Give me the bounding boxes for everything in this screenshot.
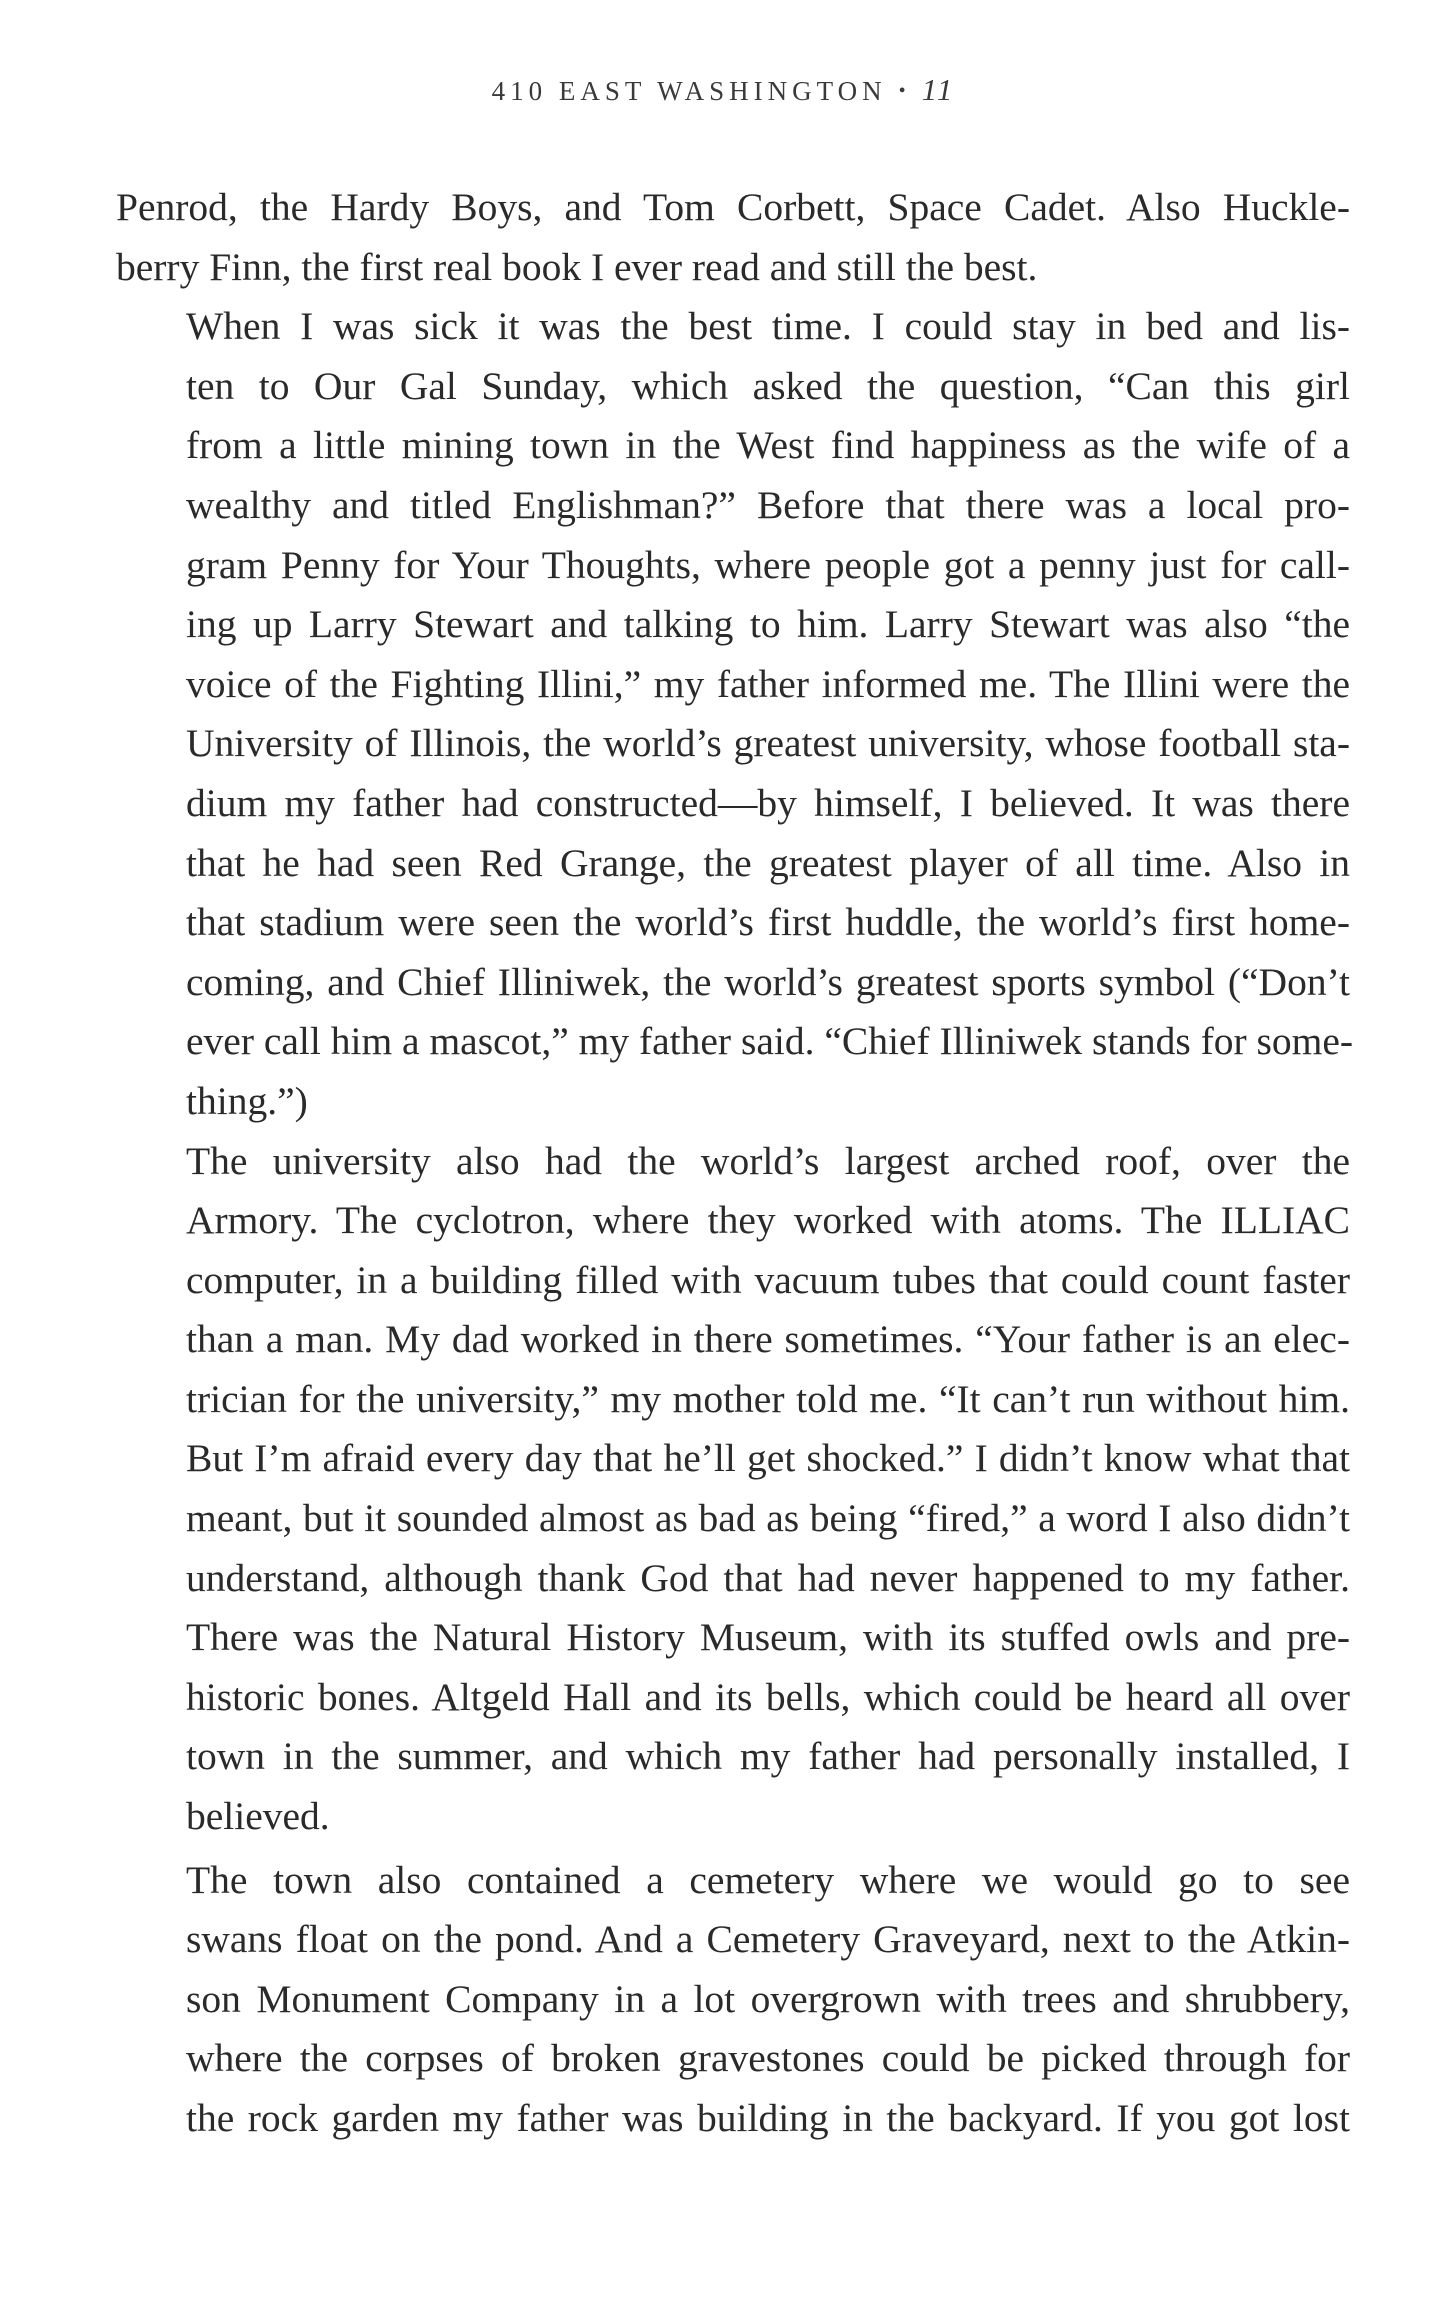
text-line: historic bones. Altgeld Hall and its bells, which could be heard all over [186, 1674, 1350, 1719]
text-line: trician for the university,” my mother told me. “It can’t run without him. [186, 1376, 1350, 1421]
text-line: dium my father had constructed—by himself, I believed. It was there [186, 780, 1350, 825]
text-line: than a man. My dad worked in there sometimes. “Your father is an elec- [186, 1317, 1350, 1362]
text-line: coming, and Chief Illiniwek, the world’s greatest sports symbol (“Don’t [186, 959, 1350, 1004]
text-line: The university also had the world’s largest arched roof, over the [186, 1138, 1350, 1183]
text-line: wealthy and titled Englishman?” Before that there was a local pro- [186, 482, 1350, 527]
paragraph-1 [116, 178, 1350, 297]
page-number: 11 [921, 72, 955, 107]
text-line: berry Finn, the first real book I ever read and still the best. [116, 244, 1038, 289]
header-separator: • [898, 80, 906, 102]
text-line: meant, but it sounded almost as bad as being “fired,” a word I also didn’t [186, 1496, 1350, 1541]
text-line: But I’m afraid every day that he’ll get shocked.” I didn’t know what that [186, 1436, 1350, 1481]
running-head [0, 72, 1446, 108]
text-line: that stadium were seen the world’s first huddle, the world’s first home- [186, 900, 1350, 945]
text-line: ten to Our Gal Sunday, which asked the question, “Can this girl [186, 363, 1350, 408]
running-title: 410 EAST WASHINGTON [491, 76, 887, 106]
text-line: voice of the Fighting Illini,” my father informed me. The Illini were the [186, 661, 1350, 706]
text-line: University of Illinois, the world’s greatest university, whose football sta- [186, 721, 1350, 766]
text-line: ing up Larry Stewart and talking to him. Larry Stewart was also “the [186, 602, 1350, 647]
text-line: swans float on the pond. And a Cemetery Graveyard, next to the Atkin- [186, 1917, 1350, 1962]
text-line: from a little mining town in the West find happiness as the wife of a [186, 423, 1350, 468]
paragraph-2 [116, 297, 1354, 1131]
text-line: computer, in a building filled with vacuum tubes that could count faster [186, 1257, 1350, 1302]
text-line: thing.”) [186, 1078, 308, 1123]
text-line: There was the Natural History Museum, with its stuffed owls and pre- [186, 1615, 1350, 1660]
body-text [116, 178, 1354, 2149]
text-line: The town also contained a cemetery where we would go to see [186, 1857, 1350, 1902]
text-line: Penrod, the Hardy Boys, and Tom Corbett, Space Cadet. Also Huckle- [116, 185, 1350, 229]
text-line: that he had seen Red Grange, the greatest player of all time. Also in [186, 840, 1350, 885]
text-line: understand, although thank God that had never happened to my father. [186, 1555, 1350, 1600]
text-line: ever call him a mascot,” my father said. “Chief Illiniwek stands for some- [186, 1019, 1354, 1064]
text-line: Armory. The cyclotron, where they worked with atoms. The ILLIAC [186, 1198, 1350, 1243]
text-line: When I was sick it was the best time. I could stay in bed and lis- [186, 304, 1350, 349]
text-line: the rock garden my father was building in the backyard. If you got lost [186, 2096, 1350, 2140]
text-line: believed. [186, 1794, 330, 1839]
text-line: gram Penny for Your Thoughts, where people got a penny just for call- [186, 542, 1350, 587]
paragraph-4 [116, 1851, 1350, 2149]
text-line: town in the summer, and which my father had personally installed, I [186, 1734, 1350, 1779]
text-line: where the corpses of broken gravestones could be picked through for [186, 2036, 1350, 2081]
text-line: son Monument Company in a lot overgrown with trees and shrubbery, [186, 1976, 1350, 2021]
paragraph-3 [116, 1132, 1350, 1847]
